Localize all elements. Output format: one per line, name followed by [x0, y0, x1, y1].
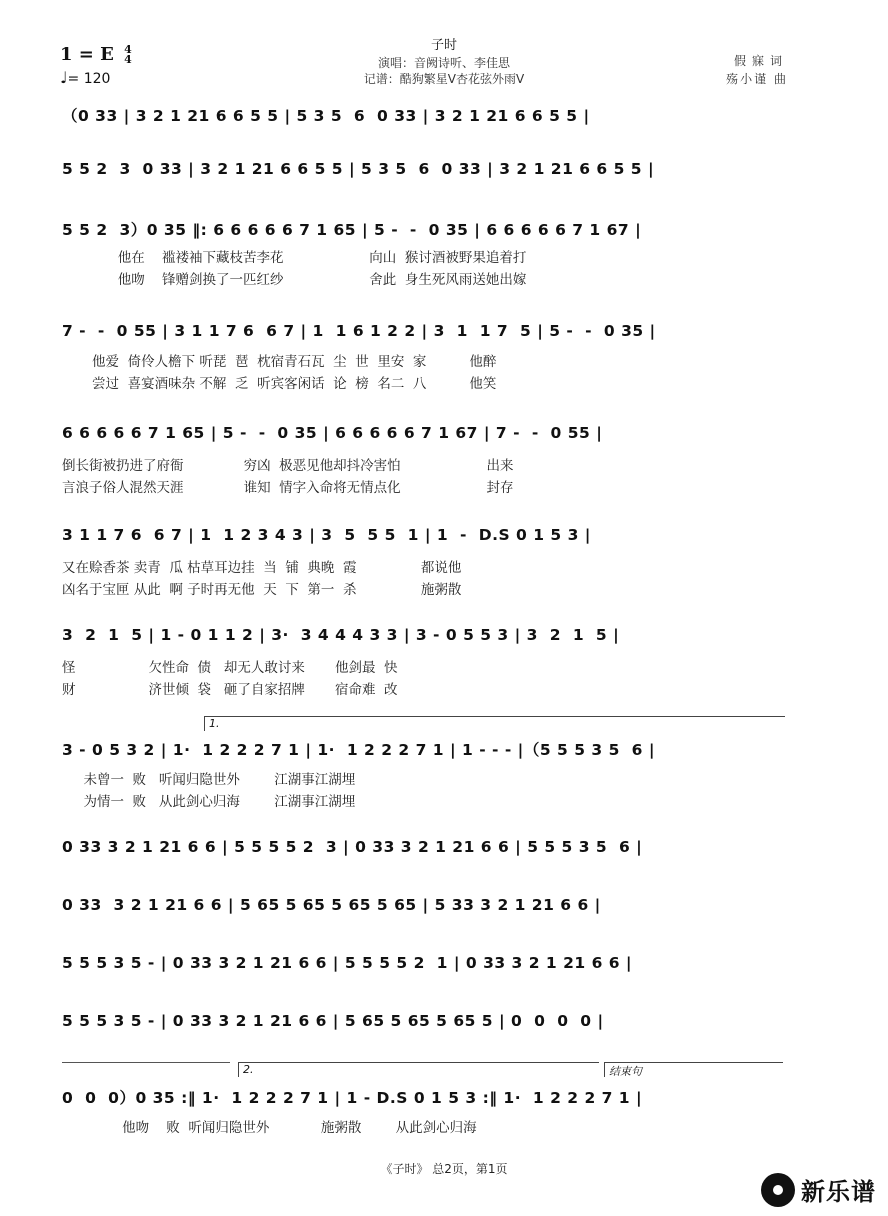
- lyrics-verse-1: 他吻 败 听闻归隐世外 施粥散 从此剑心归海: [62, 1120, 477, 1134]
- first-ending-label: 1.: [209, 717, 220, 730]
- second-ending-label: 2.: [243, 1063, 254, 1076]
- lyrics-verse-2: 财 济世倾 袋 砸了自家招牌 宿命难 改: [62, 682, 398, 696]
- lyrics-verse-1: 怪 欠性命 债 却无人敢讨来 他剑最 快: [62, 660, 398, 674]
- notation-line: 3 - 0 5 3 2 | 1· 1 2 2 2 7 1 | 1· 1 2 2 2 7 1 | 1 - - - |（5 5 5 3 5 6 |: [62, 741, 655, 759]
- transcriber-credit: 记谱：酷狗繁星V杏花弦外雨V: [363, 72, 525, 86]
- notation-line: 5 5 2 3 0 33 | 3 2 1 21 6 6 5 5 | 5 3 5 6 0 33 | 3 2 1 21 6 6 5 5 |: [62, 160, 655, 178]
- notation-line: （0 33 | 3 2 1 21 6 6 5 5 | 5 3 5 6 0 33 | 3 2 1 21 6 6 5 5 |: [62, 107, 590, 125]
- quarter-note-icon: ♩: [60, 68, 68, 87]
- tempo-marking: [60, 68, 110, 87]
- lyrics-verse-1: 他在 褴褛袖下藏枝苦李花 向山 猴讨酒被野果追着打: [62, 250, 527, 264]
- song-title: 子时: [430, 38, 457, 53]
- time-bottom: 4: [124, 53, 132, 66]
- notation-line: 0 33 3 2 1 21 6 6 | 5 65 5 65 5 65 5 65 | 5 33 3 2 1 21 6 6 |: [62, 896, 601, 914]
- time-top: 4: [124, 43, 132, 56]
- notation-line: 7 - - 0 55 | 3 1 1 7 6 6 7 | 1 1 6 1 2 2 | 3 1 1 7 5 | 5 - - 0 35 |: [62, 322, 656, 340]
- lyrics-verse-1: 倒长街被扔进了府衙 穷凶 极恶见他却抖冷害怕 出来: [62, 458, 514, 472]
- score-system-2: [62, 160, 784, 182]
- notation-line: 5 5 2 3）0 35 ‖: 6 6 6 6 6 7 1 65 | 5 - - 0 35 | 6 6 6 6 6 7 1 67 |: [62, 221, 642, 239]
- coda-ending-bracket: [604, 1062, 783, 1077]
- score-system-6: [62, 526, 784, 596]
- score-system-11: [62, 954, 784, 976]
- singers-credit: 演唱：音阙诗听、李佳思: [377, 56, 510, 70]
- key-signature: [60, 44, 132, 65]
- score-system-3: [62, 218, 784, 286]
- score-system-5: [62, 424, 784, 494]
- key-label: 1 = E: [60, 44, 114, 65]
- lyrics-verse-1: 未曾一 败 听闻归隐世外 江湖事江湖埋: [62, 772, 356, 786]
- notation-line: 3 1 1 7 6 6 7 | 1 1 2 3 4 3 | 3 5 5 5 1 | 1 - D.S 0 1 5 3 |: [62, 526, 591, 544]
- first-ending-bracket: [204, 716, 785, 731]
- score-system-13: [62, 1086, 784, 1134]
- lyrics-verse-2: 言浪子俗人混然天涯 谁知 情字入命将无情点化 封存: [62, 480, 514, 494]
- time-signature: [124, 45, 132, 65]
- notation-line: 0 33 3 2 1 21 6 6 | 5 5 5 5 2 3 | 0 33 3 2 1 21 6 6 | 5 5 5 3 5 6 |: [62, 838, 643, 856]
- page-footer: 《子时》 总2页，第1页: [380, 1162, 508, 1176]
- notation-line: 5 5 5 3 5 - | 0 33 3 2 1 21 6 6 | 5 5 5 5 2 1 | 0 33 3 2 1 21 6 6 |: [62, 954, 633, 972]
- composer-credit: 殇小谨 曲: [726, 72, 788, 86]
- site-logo: [761, 1172, 876, 1207]
- notation-line: 5 5 5 3 5 - | 0 33 3 2 1 21 6 6 | 5 65 5 65 5 65 5 | 0 0 0 0 |: [62, 1012, 604, 1030]
- score-system-1: [62, 104, 784, 126]
- score-system-10: [62, 896, 784, 918]
- vinyl-disc-icon: [761, 1173, 795, 1207]
- lyrics-verse-1: 他爱 倚伶人檐下 听琵 琶 枕宿青石瓦 尘 世 里安 家 他醉: [62, 354, 497, 368]
- notation-line: 3 2 1 5 | 1 - 0 1 1 2 | 3· 3 4 4 4 3 3 | 3 - 0 5 5 3 | 3 2 1 5 |: [62, 626, 620, 644]
- logo-text: 新乐谱: [801, 1178, 876, 1206]
- lyrics-verse-2: 他吻 锋赠剑换了一匹红纱 舍此 身生死风雨送她出嫁: [62, 272, 527, 286]
- score-system-12: [62, 1012, 784, 1034]
- lyrics-verse-2: 为情一 败 从此剑心归海 江湖事江湖埋: [62, 794, 356, 808]
- score-system-8: [62, 738, 784, 808]
- notation-line: 0 0 0）0 35 :‖ 1· 1 2 2 2 7 1 | 1 - D.S 0 1 5 3 :‖ 1· 1 2 2 2 7 1 |: [62, 1089, 643, 1107]
- score-system-7: [62, 626, 784, 696]
- tie-line: [62, 1062, 230, 1063]
- second-ending-bracket: [238, 1062, 599, 1077]
- tempo-value: = 120: [67, 71, 111, 87]
- coda-ending-label: 结束句: [609, 1065, 642, 1078]
- lyrics-verse-1: 又在赊香茶 卖青 瓜 枯草耳边挂 当 铺 典晚 霞 都说他: [62, 560, 462, 574]
- lyrics-verse-2: 凶名于宝匣 从此 啊 子时再无他 天 下 第一 杀 施粥散: [62, 582, 462, 596]
- score-system-4: [62, 322, 784, 390]
- lyricist-credit: 假寐词: [733, 54, 788, 68]
- lyrics-verse-2: 尝过 喜宴酒味杂 不解 乏 听宾客闲话 论 榜 名二 八 他笑: [62, 376, 497, 390]
- score-system-9: [62, 838, 784, 860]
- notation-line: 6 6 6 6 6 7 1 65 | 5 - - 0 35 | 6 6 6 6 6 7 1 67 | 7 - - 0 55 |: [62, 424, 603, 442]
